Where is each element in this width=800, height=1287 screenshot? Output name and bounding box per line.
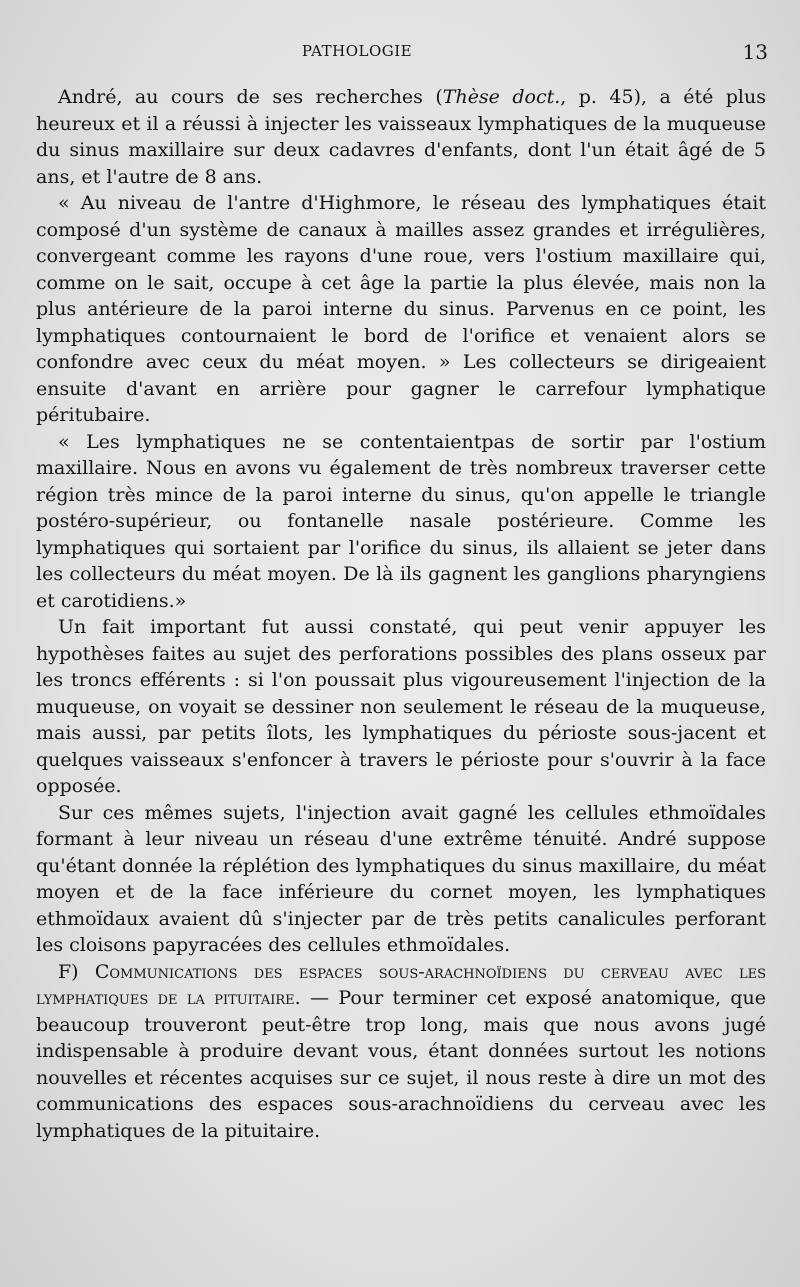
paragraph-ostium: « Les lymphatiques ne se contentaientpas de sortir par l'ostium maxillaire. Nous en avons vu également de très nombreux traverser cette région très mince de la paroi interne du sinus, qu'on appelle le triangle postéro-supérieur, ou fontanelle nasale postérieure. Comme les lymphatiques qui sortaient par l'orifice du sinus, ils allaient se jeter dans les collecteurs du méat moyen. De là ils gagnent les ganglions pharyngiens et carotidiens.» [36, 430, 766, 612]
section-heading: Communications des espaces sous-arachnoïdiens du cerveau avec les lymphatiques de la pituitaire. [36, 960, 766, 1009]
running-head [0, 40, 800, 68]
paragraph-text: André, au cours de ses recherches ( [58, 86, 443, 108]
citation-these: Thèse doct. [442, 86, 561, 108]
paragraph-fait-important: Un fait important fut aussi constaté, qui peut venir appuyer les hypothèses faites au sujet des perforations possibles des plans osseux par les troncs efférents : si l'on poussait plus vigoureusement l'injection de la muqueuse, on voyait se dessiner non seulement le réseau de la muqueuse, mais aussi, par petits îlots, les lymphatiques du périoste sous-jacent et quelques vaisseaux s'enfoncer à travers le périoste pour s'ouvrir à la face opposée. [36, 616, 766, 797]
paragraph-text: — Pour terminer cet exposé anatomique, que beaucoup trouveront peut-être trop long, mais que nous avons jugé indispensable à produire devant vous, étant données surtout les notions nouvelles et récentes acquises sur ce sujet, il nous reste à dire un mot des communications des espaces sous-arachnoïdiens du cerveau avec les lymphatiques de la pituitaire. [36, 987, 766, 1142]
paragraph-cellules-ethmoidales: Sur ces mêmes sujets, l'injection avait gagné les cellules ethmoïdales formant à leur niveau un réseau d'une extrême ténuité. André suppose qu'étant donnée la réplétion des lymphatiques du sinus maxillaire, du méat moyen et de la face inférieure du cornet moyen, les lymphatiques ethmoïdaux avaient dû s'injecter par de très petits canalicules perforant les cloisons papyracées des cellules ethmoïdales. [36, 801, 766, 956]
paragraph-text: , p. 45), a été plus heureux et il a réussi à injecter les vaisseaux lymphatiques de la muqueuse du sinus maxillaire sur deux cadavres d'enfants, dont l'un était âgé de 5 ans, et l'autre de 8 ans. [36, 86, 766, 188]
section-label: F) [58, 960, 95, 983]
paragraph-andre-injection [36, 84, 766, 190]
page-number: 13 [742, 40, 768, 64]
running-title: PATHOLOGIE [301, 42, 413, 60]
paragraph-section-f [36, 959, 766, 1145]
paragraph-antre-highmore: « Au niveau de l'antre d'Highmore, le réseau des lymphatiques était composé d'un système de canaux à mailles assez grandes et irrégulières, convergeant comme les rayons d'une roue, vers l'ostium maxillaire qui, comme on le sait, occupe à cet âge la partie la plus élevée, mais non la plus antérieure de la paroi interne du sinus. Parvenus en ce point, les lymphatiques contournaient le bord de l'orifice et venaient alors se confondre avec ceux du méat moyen. » Les collecteurs se dirigeaient ensuite d'avant en arrière pour gagner le carrefour lymphatique péritubaire. [36, 192, 766, 426]
body-text [36, 84, 766, 1144]
